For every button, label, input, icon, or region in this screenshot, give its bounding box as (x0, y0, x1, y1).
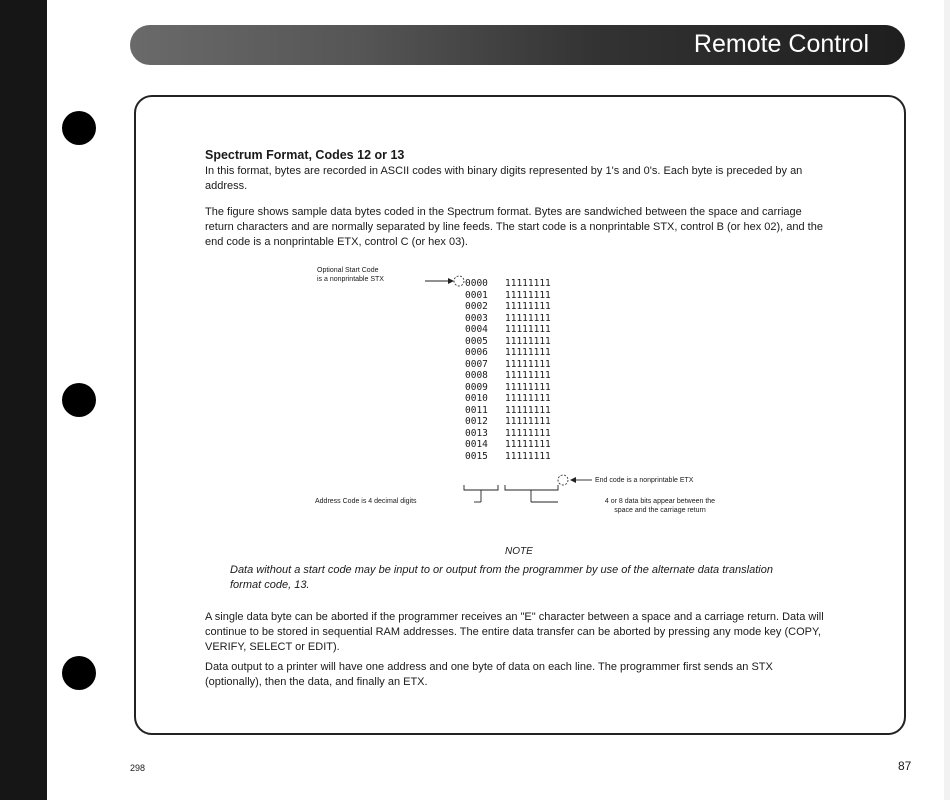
data-bits-label-line2: space and the carriage return (614, 507, 706, 514)
binder-hole (62, 656, 96, 690)
dump-address: 0007 (465, 358, 488, 370)
dump-row (465, 278, 551, 290)
dump-data-byte: 11111111 (505, 370, 551, 381)
header-banner (130, 25, 905, 65)
dump-data-byte: 11111111 (505, 393, 551, 404)
note-heading: NOTE (505, 546, 533, 557)
dump-row (465, 290, 551, 302)
binder-hole (62, 111, 96, 145)
paragraph-abort: A single data byte can be aborted if the programmer receives an "E" character between a space and a carriage return. Data will continue to be stored in sequential RAM addresses. The entire data transfer can be aborted by pressing any mode key (COPY, VERIFY, SELECT or EDIT). (205, 611, 824, 653)
dump-data-byte: 11111111 (505, 416, 551, 427)
dump-row (465, 439, 551, 451)
paragraph-figure-description: The figure shows sample data bytes coded in the Spectrum format. Bytes are sandwiched between the space and carriage return characters and are normally separated by line feeds. The start code is a nonprintable STX, control B (or hex 02), and the end code is a nonprintable ETX, control C (or hex 03). (205, 206, 823, 248)
data-bits-label-line1: 4 or 8 data bits appear between the (604, 498, 716, 505)
binder-hole (62, 383, 96, 417)
dump-address: 0001 (465, 289, 488, 301)
start-code-label-line2: is a nonprintable STX (317, 276, 384, 283)
dump-address: 0012 (465, 416, 488, 427)
dump-data-byte: 11111111 (505, 404, 551, 416)
page-edge (944, 0, 950, 800)
dump-address: 0004 (465, 324, 488, 335)
dump-data-byte: 11111111 (505, 324, 551, 335)
dump-data-byte: 11111111 (505, 278, 551, 289)
note-text: Data without a start code may be input to or output from the programmer by use of the alternate data translation format code, 13. (230, 564, 773, 591)
dump-row (465, 347, 551, 359)
dump-data-byte: 11111111 (505, 347, 551, 358)
end-code-label: End code is a nonprintable ETX (595, 477, 694, 484)
footer-page-number-right: 87 (898, 759, 912, 773)
dump-row (465, 359, 551, 371)
dump-row (465, 336, 551, 348)
start-code-annotation (317, 266, 384, 284)
dump-address: 0009 (465, 381, 488, 393)
dump-address: 0015 (465, 450, 488, 462)
start-code-label-line1: Optional Start Code (317, 267, 379, 274)
page-title: Remote Control (693, 30, 869, 58)
dump-data-byte: 11111111 (505, 335, 551, 347)
dump-row (465, 393, 551, 405)
dump-address: 0010 (465, 393, 488, 404)
section-heading: Spectrum Format, Codes 12 or 13 (205, 148, 405, 162)
dump-row (465, 313, 551, 325)
dump-address: 0014 (465, 439, 488, 450)
dump-address: 0011 (465, 404, 488, 416)
data-bits-annotation (560, 497, 760, 515)
dump-row (465, 382, 551, 394)
dump-data-byte: 11111111 (505, 439, 551, 450)
dump-data-byte: 11111111 (505, 450, 551, 462)
dump-address: 0002 (465, 301, 488, 312)
dump-data-byte: 11111111 (505, 301, 551, 312)
paragraph-intro: In this format, bytes are recorded in ASCII codes with binary digits represented by 1's and 0's. Each byte is preceded by an address. (205, 165, 803, 192)
dump-data-byte: 11111111 (505, 427, 551, 439)
dump-row (465, 428, 551, 440)
paragraph-printer-output: Data output to a printer will have one address and one byte of data on each line. The programmer first sends an STX (optionally), then the data, and finally an ETX. (205, 661, 773, 688)
footer-page-number-left: 298 (130, 763, 146, 773)
address-code-label: Address Code is 4 decimal digits (315, 498, 417, 505)
dump-row (465, 416, 551, 428)
dump-data-byte: 11111111 (505, 381, 551, 393)
dump-row (465, 405, 551, 417)
dump-data-byte: 11111111 (505, 312, 551, 324)
dump-row (465, 324, 551, 336)
data-dump (465, 278, 551, 462)
dump-row (465, 301, 551, 313)
binder-spine (0, 0, 47, 800)
dump-address: 0005 (465, 335, 488, 347)
dump-address: 0006 (465, 347, 488, 358)
dump-address: 0000 (465, 278, 488, 289)
dump-data-byte: 11111111 (505, 358, 551, 370)
dump-data-byte: 11111111 (505, 289, 551, 301)
dump-row (465, 370, 551, 382)
dump-address: 0003 (465, 312, 488, 324)
dump-address: 0008 (465, 370, 488, 381)
dump-row (465, 451, 551, 463)
dump-address: 0013 (465, 427, 488, 439)
